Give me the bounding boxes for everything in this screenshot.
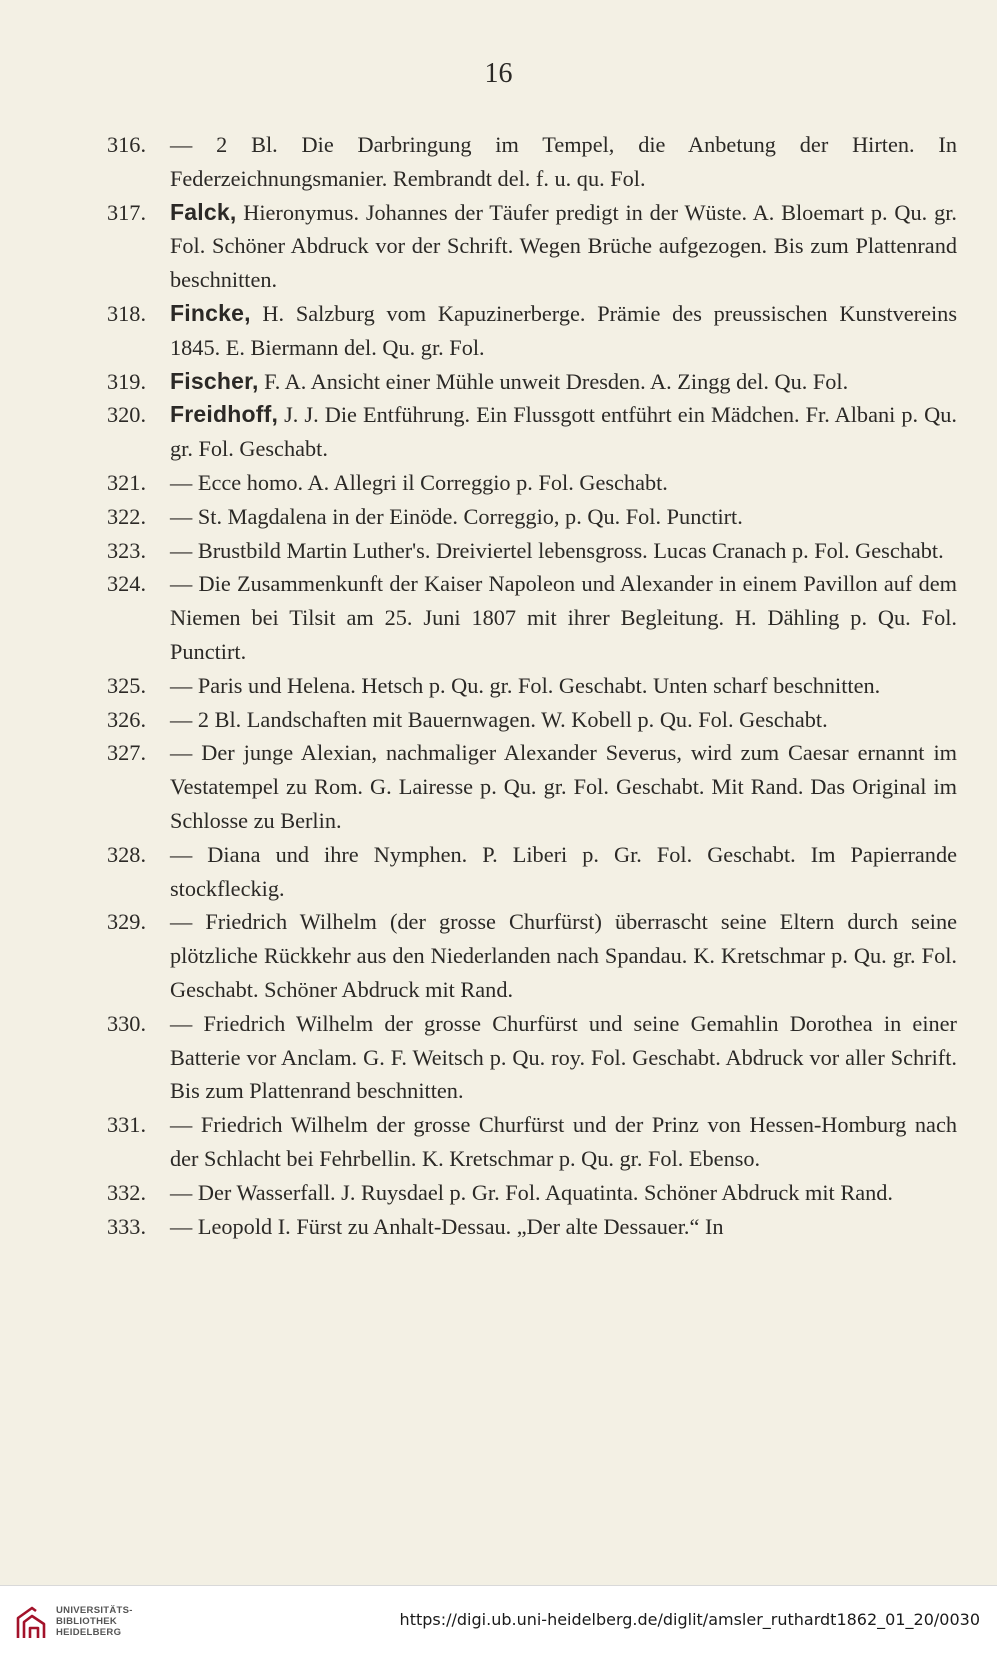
entry-number: 316. [107,132,147,157]
catalog-entry [107,703,957,737]
entry-number: 317. [107,199,147,225]
page-number: 16 [484,58,513,89]
entry-description: — Leopold I. Fürst zu Anhalt-Dessau. „Der alte Dessauer.“ In [170,1213,724,1239]
entry-text [170,669,957,703]
entry-description: F. A. Ansicht einer Mühle unweit Dresden. A. Zingg del. Qu. Fol. [258,368,849,394]
entry-description: — Der Wasserfall. J. Ruysdael p. Gr. Fol. Aquatinta. Schöner Abdruck mit Rand. [170,1179,893,1205]
entry-description: — Friedrich Wilhelm (der grosse Churfürst) überrascht seine Eltern durch seine plötzliche Rückkehr aus den Niederlanden nach Spandau. K. Kretschmar p. Qu. gr. Fol. Geschabt. Schöner Abdruck mit Rand. [170,909,957,1002]
entry-text [170,297,957,365]
entry-text [170,736,957,837]
catalog-entry [107,1210,957,1244]
entry-number: 322. [107,503,147,529]
artist-name: Fincke, [170,299,251,326]
catalog-entry [107,1176,957,1210]
entry-description: Hieronymus. Johannes der Täufer predigt in der Wüste. A. Bloemart p. Qu. gr. Fol. Schöner Abdruck vor der Schrift. Wegen Brüche aufgezogen. Bis zum Plattenrand beschnitten. [170,199,957,293]
entry-number: 319. [107,368,147,394]
catalog-entry [107,297,957,365]
catalog-entry [107,500,957,534]
catalog-entry [107,669,957,703]
catalog-entries [107,128,957,1243]
entry-description: — Friedrich Wilhelm der grosse Churfürst und seine Gemahlin Dorothea in einer Batterie vor Anclam. G. F. Weitsch p. Qu. roy. Fol. Geschabt. Abdruck vor aller Schrift. Bis zum Plattenrand beschnitten. [170,1010,957,1104]
entry-text [170,1007,957,1108]
entry-number: 329. [107,909,147,935]
entry-description: J. J. Die Entführung. Ein Flussgott entführt ein Mädchen. Fr. Albani p. Qu. gr. Fol. Geschabt. [170,402,957,462]
catalog-entry [107,196,957,297]
entry-text [170,534,957,568]
entry-text [170,128,957,196]
entry-description: — Brustbild Martin Luther's. Dreiviertel lebensgross. Lucas Cranach p. Fol. Geschabt. [170,537,944,563]
catalog-entry [107,1108,957,1176]
artist-name: Fischer, [170,367,259,394]
entry-text [170,905,957,1006]
entry-text [170,1176,957,1210]
entry-description: — Diana und ihre Nymphen. P. Liberi p. Gr. Fol. Geschabt. Im Papierrande stockfleckig. [170,841,957,901]
entry-description: — Friedrich Wilhelm der grosse Churfürst und der Prinz von Hessen-Homburg nach der Schlacht bei Fehrbellin. K. Kretschmar p. Qu. gr. Fol. Ebenso. [170,1112,957,1171]
entry-text [170,466,957,500]
artist-name: Falck, [170,198,237,225]
entry-number: 321. [107,469,147,495]
catalog-entry [107,1007,957,1108]
entry-number: 332. [107,1179,147,1205]
catalog-entry [107,736,957,837]
entry-text [170,838,957,906]
entry-number: 328. [107,841,147,867]
logo-line: HEIDELBERG [56,1627,122,1638]
entry-text [170,365,957,399]
entry-description: — Ecce homo. A. Allegri il Correggio p. Fol. Geschabt. [170,469,668,495]
entry-text [170,398,957,466]
entry-text [170,703,957,737]
entry-text [170,567,957,668]
library-logo-icon [14,1604,50,1644]
entry-description: — Der junge Alexian, nachmaliger Alexander Severus, wird zum Caesar ernannt im Vestatempel zu Rom. G. Lairesse p. Qu. gr. Fol. Geschabt. Mit Rand. Das Original im Schlosse zu Berlin. [170,740,957,833]
catalog-entry [107,128,957,196]
entry-description: — 2 Bl. Die Darbringung im Tempel, die Anbetung der Hirten. In Federzeichnungsmanier. Rembrandt del. f. u. qu. Fol. [170,132,957,191]
artist-name: Freidhoff, [170,401,279,428]
logo-line: BIBLIOTHEK [56,1616,118,1627]
entry-description: — 2 Bl. Landschaften mit Bauernwagen. W. Kobell p. Qu. Fol. Geschabt. [170,706,828,732]
entry-text [170,196,957,297]
catalog-entry [107,466,957,500]
entry-number: 330. [107,1010,147,1036]
catalog-entry [107,365,957,399]
entry-text [170,1108,957,1176]
entry-description: — Die Zusammenkunft der Kaiser Napoleon und Alexander in einem Pavillon auf dem Niemen bei Tilsit am 25. Juni 1807 mit ihrer Begleitung. H. Dähling p. Qu. Fol. Punctirt. [170,571,957,664]
catalog-entry [107,567,957,668]
entry-number: 318. [107,300,147,326]
entry-number: 331. [107,1112,147,1138]
entry-description: H. Salzburg vom Kapuzinerberge. Prämie des preussischen Kunstvereins 1845. E. Biermann del. Qu. gr. Fol. [170,300,957,360]
entry-number: 327. [107,740,147,766]
entry-number: 325. [107,672,147,698]
entry-number: 326. [107,706,147,732]
entry-text [170,500,957,534]
catalog-entry [107,905,957,1006]
catalog-entry [107,838,957,906]
catalog-entry [107,534,957,568]
catalog-entry [107,398,957,466]
entry-description: — Paris und Helena. Hetsch p. Qu. gr. Fol. Geschabt. Unten scharf beschnitten. [170,672,881,698]
viewer-footer [0,1585,997,1654]
entry-number: 324. [107,571,147,597]
entry-text [170,1210,957,1244]
logo-line: UNIVERSITÄTS- [56,1605,133,1616]
entry-number: 320. [107,402,147,428]
entry-description: — St. Magdalena in der Einöde. Correggio, p. Qu. Fol. Punctirt. [170,503,743,529]
entry-number: 333. [107,1213,147,1239]
entry-number: 323. [107,537,147,563]
source-url-link[interactable]: https://digi.ub.uni-heidelberg.de/diglit/amsler_ruthardt1862_01_20/0030 [399,1610,980,1629]
library-logo-text [56,1605,133,1638]
